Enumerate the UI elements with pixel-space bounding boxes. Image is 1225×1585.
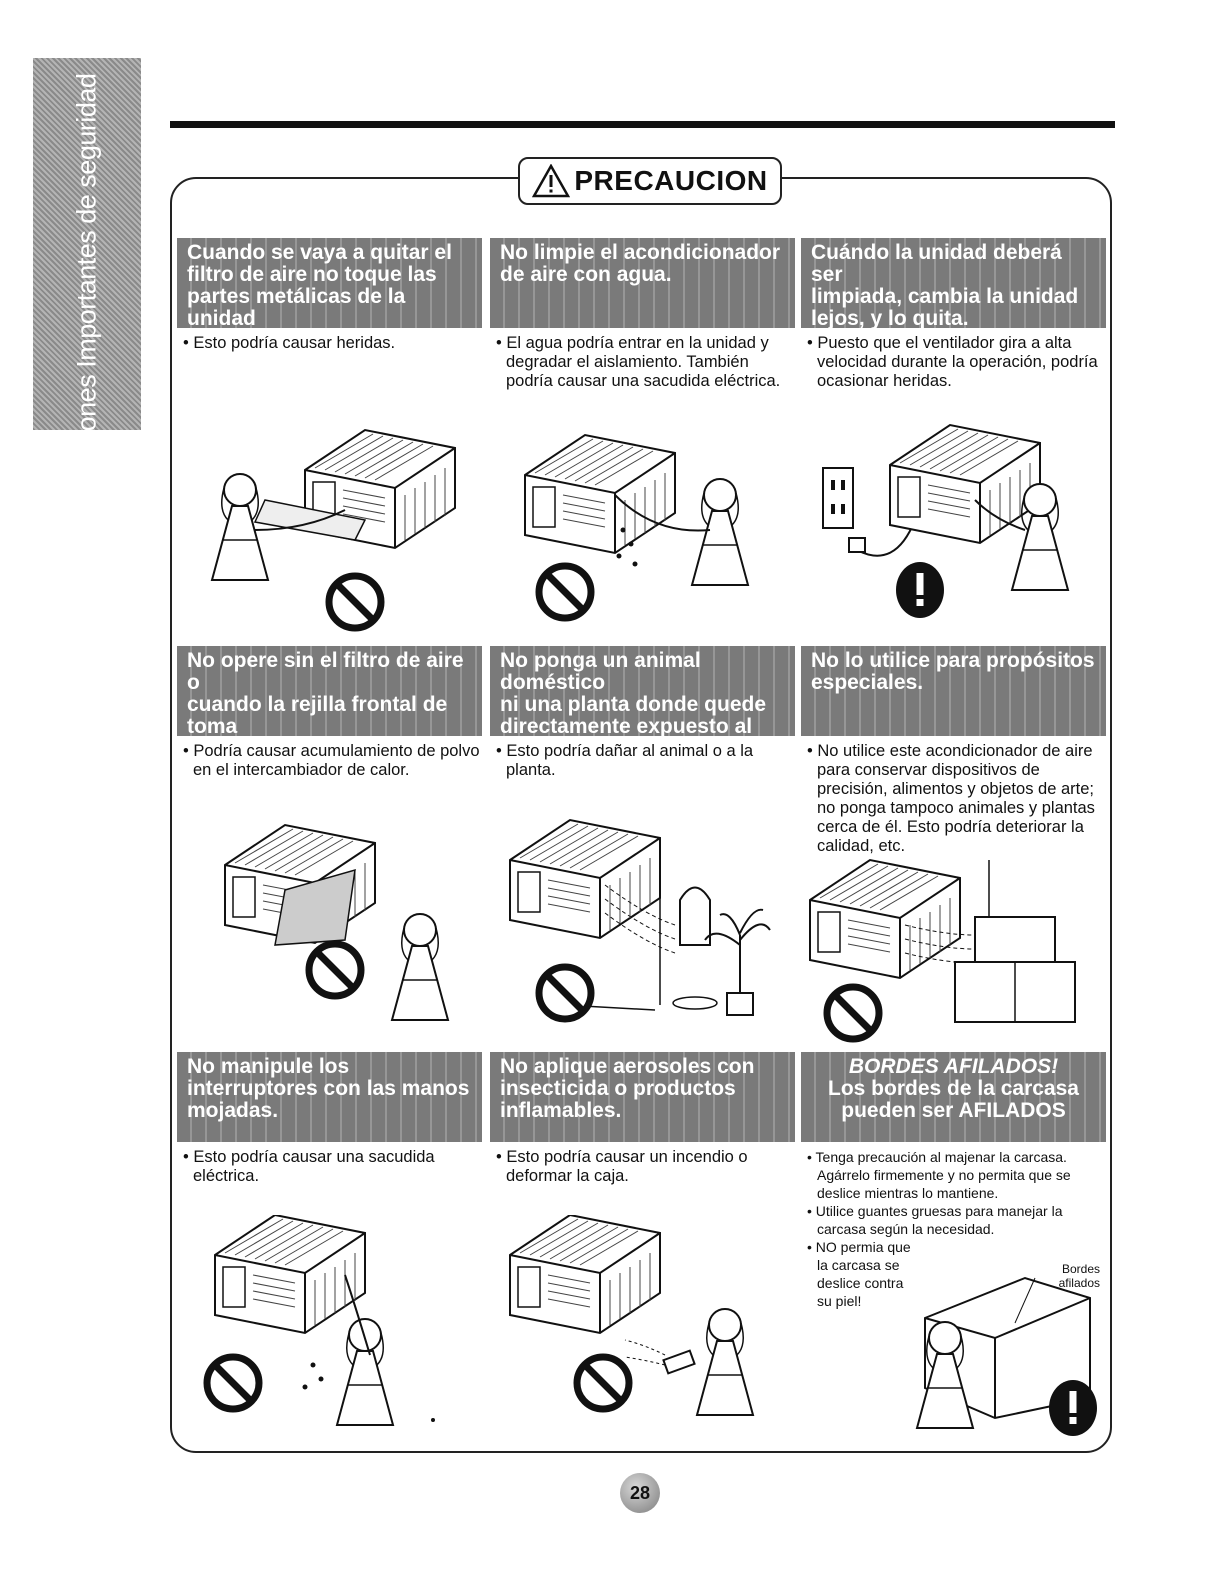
heading-line: No ponga un animal doméstico bbox=[500, 649, 701, 694]
illustration-sharp-edges bbox=[905, 1268, 1105, 1438]
illustration-no-water-cleaning bbox=[505, 420, 785, 640]
cell-5-description bbox=[490, 742, 795, 780]
warning-triangle-icon bbox=[532, 164, 570, 198]
heading-line: mojadas. bbox=[187, 1099, 279, 1122]
caution-label: PRECAUCION bbox=[574, 165, 768, 196]
cell-6 bbox=[801, 646, 1106, 856]
bullet-text: • Puesto que el ventilador gira a alta velocidad durante la operación, podría ocasionar heridas. bbox=[807, 334, 1098, 390]
bullet-text: • Esto podría causar un incendio o deformar la caja. bbox=[496, 1148, 748, 1185]
heading-line: Cuándo la unidad deberá ser bbox=[811, 241, 1062, 286]
illustration-wet-hands bbox=[195, 1215, 475, 1430]
heading-line: No lo utilice para propósitos bbox=[811, 649, 1095, 672]
heading-line: interruptores con las manos bbox=[187, 1077, 470, 1100]
bullet-text: • No utilice este acondicionador de aire para conservar dispositivos de precisión, alimentos y objetos de arte; no ponga tampoco animales y plantas cerca de él. Esto podría deteriorar la calidad, etc. bbox=[807, 742, 1095, 855]
heading-line: BORDES AFILADOS! bbox=[848, 1055, 1059, 1078]
heading-line: Cuando se vaya a quitar el bbox=[187, 241, 452, 264]
illustration-aerosol-spray bbox=[505, 1215, 785, 1430]
cell-8-description bbox=[490, 1148, 795, 1186]
heading-line: lejos, y lo quita. bbox=[811, 307, 969, 328]
heading-line: pueden ser AFILADOS bbox=[841, 1099, 1066, 1122]
heading-line: de aire con agua. bbox=[500, 263, 672, 286]
illustration-special-purposes bbox=[805, 855, 1100, 1050]
cell-1 bbox=[177, 238, 482, 353]
cell-3 bbox=[801, 238, 1106, 391]
cell-7 bbox=[177, 1052, 482, 1186]
top-rule bbox=[170, 121, 1115, 128]
heading-line: inflamables. bbox=[500, 1099, 622, 1122]
page-number: 28 bbox=[629, 1482, 651, 1503]
heading-line: especiales. bbox=[811, 671, 924, 694]
cell-4 bbox=[177, 646, 482, 780]
cell-5 bbox=[490, 646, 795, 780]
heading-line: filtro de aire no toque las bbox=[187, 263, 437, 286]
bullet-text: • Tenga precaución al majenar la carcasa. Agárrelo firmemente y no permita que se deslice mientras lo mantiene. bbox=[807, 1149, 1071, 1201]
heading-line: Los bordes de la carcasa bbox=[828, 1077, 1079, 1100]
callout-sharp-edges: Bordes afilados bbox=[1058, 1262, 1100, 1290]
illustration-unplug-before-cleaning bbox=[815, 420, 1095, 640]
heading-line: directamente expuesto al bbox=[500, 715, 753, 736]
cell-7-heading bbox=[177, 1052, 482, 1142]
heading-line: ni una planta donde quede bbox=[500, 693, 767, 716]
cell-7-description bbox=[177, 1148, 482, 1186]
bullet-text: • Esto podría dañar al animal o a la planta. bbox=[496, 742, 754, 779]
heading-line: No opere sin el filtro de aire o bbox=[187, 649, 464, 694]
heading-line: cuando la rejilla frontal de toma bbox=[187, 693, 448, 736]
bullet-text: • El agua podría entrar en la unidad y degradar el aislamiento. También podría causar una sacudida eléctrica. bbox=[496, 334, 781, 390]
side-tab-text: Precauciones Importantes de seguridad bbox=[71, 73, 102, 533]
heading-line: No limpie el acondicionador bbox=[500, 241, 781, 264]
cell-8 bbox=[490, 1052, 795, 1186]
illustration-no-filter-operation bbox=[215, 820, 475, 1050]
heading-line: No manipule los bbox=[187, 1055, 350, 1078]
page-number-badge bbox=[620, 1473, 660, 1513]
cell-1-description bbox=[177, 334, 482, 353]
cell-9-heading bbox=[801, 1052, 1106, 1142]
bullet-text: • Esto podría causar heridas. bbox=[183, 334, 396, 352]
cell-2-description bbox=[490, 334, 795, 391]
cell-6-description bbox=[801, 742, 1106, 856]
caution-header bbox=[518, 157, 782, 205]
cell-6-heading bbox=[801, 646, 1106, 736]
heading-line: No aplique aerosoles con bbox=[500, 1055, 755, 1078]
side-tab bbox=[33, 58, 141, 533]
cell-1-heading bbox=[177, 238, 482, 328]
cell-2-heading bbox=[490, 238, 795, 328]
cell-4-description bbox=[177, 742, 482, 780]
cell-2 bbox=[490, 238, 795, 391]
heading-line: partes metálicas de la unidad bbox=[187, 285, 406, 328]
cell-4-heading bbox=[177, 646, 482, 736]
bullet-text: • Esto podría causar una sacudida eléctrica. bbox=[183, 1148, 435, 1185]
cell-3-heading bbox=[801, 238, 1106, 328]
illustration-filter-metal-parts bbox=[195, 420, 475, 640]
cell-3-description bbox=[801, 334, 1106, 391]
heading-line: limpiada, cambia la unidad bbox=[811, 285, 1079, 308]
bullet-text: • Utilice guantes gruesas para manejar la carcasa según la necesidad. bbox=[807, 1203, 1063, 1237]
cell-8-heading bbox=[490, 1052, 795, 1142]
cell-5-heading bbox=[490, 646, 795, 736]
heading-line: insecticida o productos bbox=[500, 1077, 736, 1100]
bullet-text: • Podría causar acumulamiento de polvo en el intercambiador de calor. bbox=[183, 742, 480, 779]
illustration-pet-plant-airflow bbox=[505, 815, 790, 1050]
bullet-text: • NO permia que la carcasa se deslice contra su piel! bbox=[807, 1239, 911, 1309]
